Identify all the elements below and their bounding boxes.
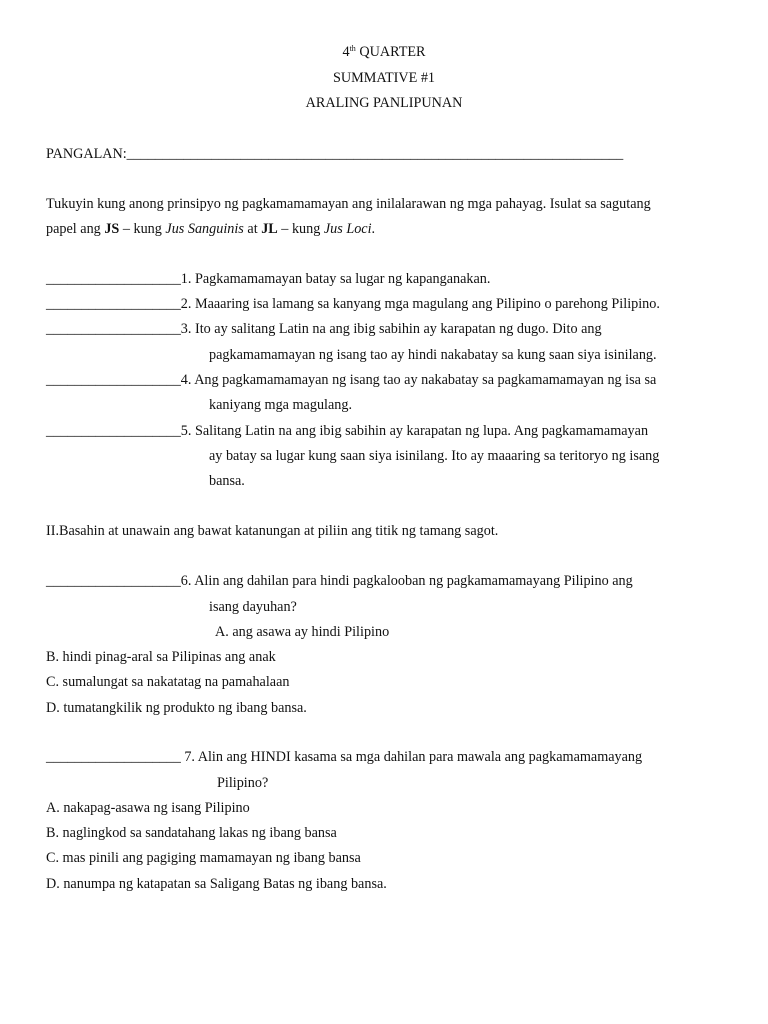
- instructions-text: .: [371, 221, 376, 237]
- jl-code: JL: [261, 221, 278, 237]
- question-number: 4.: [180, 372, 192, 388]
- jus-sanguinis-term: Jus Sanguinis: [165, 221, 244, 237]
- question-text: Alin ang dahilan para hindi pagkalooban ng pagkamamamayang Pilipino ang: [194, 573, 633, 589]
- question-number: 5.: [180, 423, 192, 439]
- q6-choice-b: B. hindi pinag-aral sa Pilipinas ang anak: [46, 649, 276, 665]
- q7-choice-a: A. nakapag-asawa ng isang Pilipino: [46, 800, 250, 816]
- answer-blank-1[interactable]: ___________________: [46, 271, 181, 287]
- answer-blank-6[interactable]: ___________________: [46, 573, 181, 589]
- question-4-continuation: kaniyang mga magulang.: [209, 397, 353, 413]
- question-text: Salitang Latin na ang ibig sabihin ay karapatan ng lupa. Ang pagkamamamayan: [194, 423, 649, 439]
- answer-blank-5[interactable]: ___________________: [46, 423, 181, 439]
- name-label: PANGALAN:: [46, 146, 127, 162]
- question-number: 7.: [180, 749, 195, 765]
- question-5: [46, 422, 648, 440]
- instructions-text: papel ang: [46, 221, 105, 237]
- question-text: Ang pagkamamamayan ng isang tao ay nakabatay sa pagkamamamayan ng isa sa: [194, 372, 657, 388]
- q6-choice-a: A. ang asawa ay hindi Pilipino: [215, 624, 390, 640]
- question-text: Pagkamamamayan batay sa lugar ng kapanganakan.: [194, 271, 491, 287]
- instructions-text: – kung: [277, 221, 324, 237]
- question-number: 6.: [180, 573, 192, 589]
- quarter-title: [0, 43, 768, 61]
- answer-blank-4[interactable]: ___________________: [46, 372, 181, 388]
- subject-title: ARALING PANLIPUNAN: [305, 95, 463, 111]
- q6-choice-c: C. sumalungat sa nakatatag na pamahalaan: [46, 674, 290, 690]
- q7-choice-c: C. mas pinili ang pagiging mamamayan ng ibang bansa: [46, 850, 361, 866]
- part-2-heading: II.Basahin at unawain ang bawat katanungan at piliin ang titik ng tamang sagot.: [46, 523, 499, 539]
- question-5-continuation: ay batay sa lugar kung saan siya isinilang. Ito ay maaaring sa teritoryo ng isang: [209, 448, 660, 464]
- answer-blank-2[interactable]: ___________________: [46, 296, 181, 312]
- question-text: Ito ay salitang Latin na ang ibig sabihin ay karapatan ng dugo. Dito ang: [194, 321, 602, 337]
- question-4: [46, 371, 656, 389]
- question-7-continuation: Pilipino?: [217, 775, 269, 791]
- name-field[interactable]: [46, 145, 623, 163]
- q7-choice-d: D. nanumpa ng katapatan sa Saligang Batas ng ibang bansa.: [46, 876, 387, 892]
- summative-title: SUMMATIVE #1: [332, 70, 436, 86]
- quarter-number: 4: [342, 44, 350, 60]
- question-5-continuation: bansa.: [209, 473, 245, 489]
- question-7: [46, 748, 642, 766]
- instructions-line-2: [46, 220, 375, 238]
- jus-loci-term: Jus Loci: [323, 221, 372, 237]
- question-6: [46, 572, 633, 590]
- question-1: [46, 270, 490, 288]
- question-6-continuation: isang dayuhan?: [209, 599, 297, 615]
- name-line[interactable]: ______________________________________________________________________: [126, 146, 624, 162]
- question-3-continuation: pagkamamamayan ng isang tao ay hindi nakabatay sa kung saan siya isinilang.: [209, 347, 657, 363]
- answer-blank-3[interactable]: ___________________: [46, 321, 181, 337]
- question-3: [46, 320, 602, 338]
- question-number: 3.: [180, 321, 192, 337]
- question-2: [46, 295, 660, 313]
- quarter-superscript: th: [349, 44, 356, 53]
- answer-blank-7[interactable]: ___________________: [46, 749, 181, 765]
- question-text: Maaaring isa lamang sa kanyang mga magulang ang Pilipino o parehong Pilipino.: [194, 296, 660, 312]
- instructions-line-1: Tukuyin kung anong prinsipyo ng pagkamamamayan ang inilalarawan ng mga pahayag. Isulat sa sagutang: [46, 196, 651, 212]
- q7-choice-b: B. naglingkod sa sandatahang lakas ng ibang bansa: [46, 825, 337, 841]
- js-code: JS: [104, 221, 120, 237]
- question-number: 2.: [180, 296, 192, 312]
- question-number: 1.: [180, 271, 192, 287]
- instructions-text: – kung: [119, 221, 166, 237]
- question-text: Alin ang HINDI kasama sa mga dahilan para mawala ang pagkamamamayang: [197, 749, 643, 765]
- instructions-text: at: [243, 221, 262, 237]
- q6-choice-d: D. tumatangkilik ng produkto ng ibang bansa.: [46, 700, 307, 716]
- quarter-word: QUARTER: [355, 44, 426, 60]
